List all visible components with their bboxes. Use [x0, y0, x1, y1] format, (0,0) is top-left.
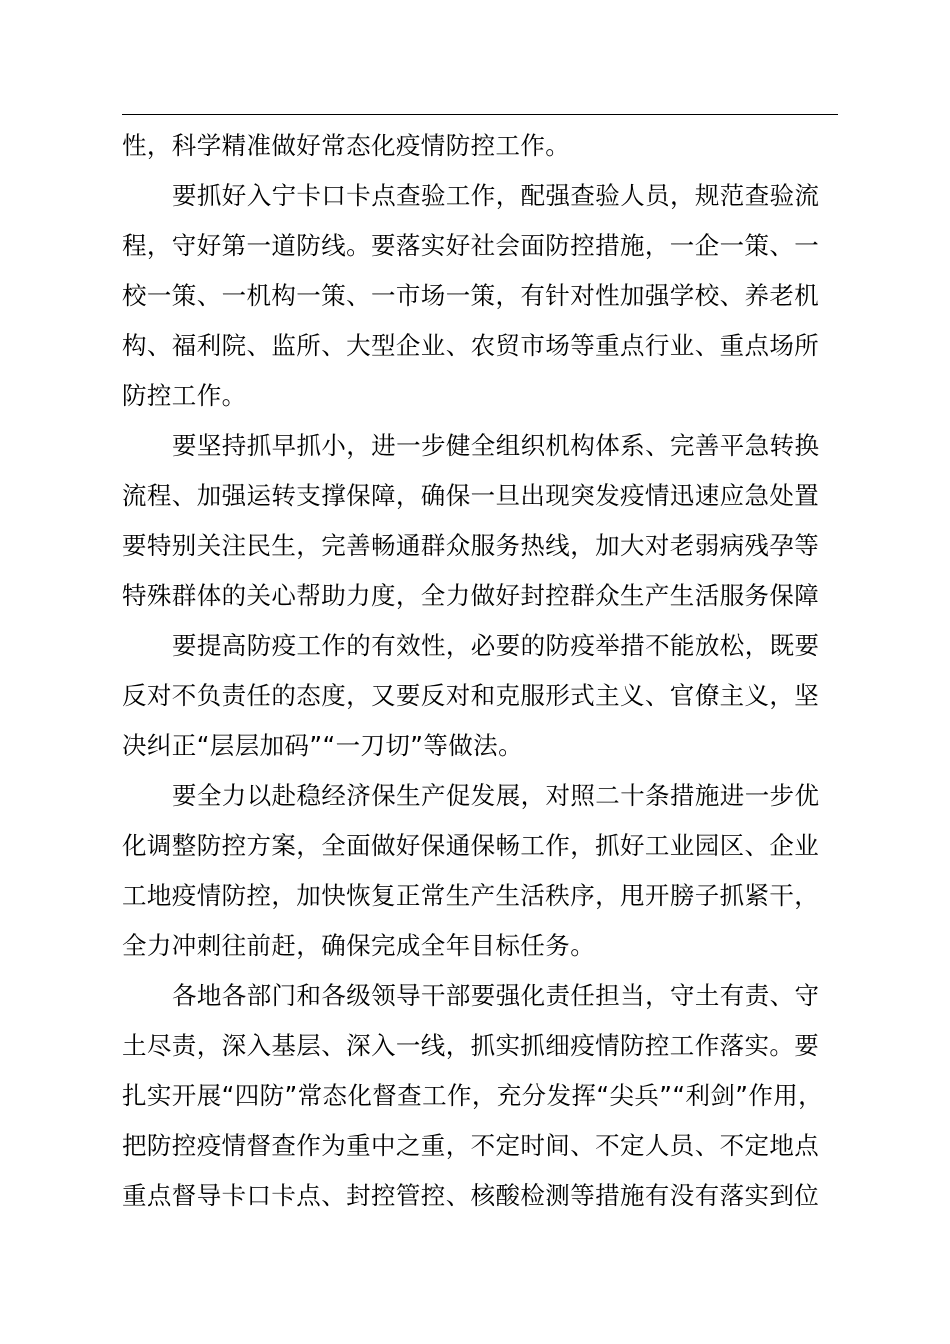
text-line: 要坚持抓早抓小，进一步健全组织机构体系、完善平急转换	[172, 431, 820, 460]
text-line: 反对不负责任的态度，又要反对和克服形式主义、官僚主义，坚	[122, 681, 820, 710]
text-line: 流程、加强运转支撑保障，确保一旦出现突发疫情迅速应急处置	[122, 481, 820, 510]
text-line: 校一策、一机构一策、一市场一策，有针对性加强学校、养老机	[122, 281, 820, 310]
text-line: 要提高防疫工作的有效性，必要的防疫举措不能放松，既要	[172, 631, 820, 660]
text-line: 防控工作。	[122, 381, 247, 410]
text-line: 把防控疫情督查作为重中之重，不定时间、不定人员、不定地点	[122, 1131, 820, 1160]
header-rule	[122, 114, 838, 115]
text-line: 扎实开展“四防”常态化督查工作，充分发挥“尖兵”“利剑”作用，	[122, 1081, 824, 1110]
text-line: 要特别关注民生，完善畅通群众服务热线，加大对老弱病残孕等	[122, 531, 820, 560]
text-line: 要全力以赴稳经济保生产促发展，对照二十条措施进一步优	[172, 781, 820, 810]
text-line: 全力冲刺往前赶，确保完成全年目标任务。	[122, 931, 596, 960]
text-line: 决纠正“层层加码”“一刀切”等做法。	[122, 731, 523, 760]
text-line: 构、福利院、监所、大型企业、农贸市场等重点行业、重点场所	[122, 331, 820, 360]
text-line: 土尽责，深入基层、深入一线，抓实抓细疫情防控工作落实。要	[122, 1031, 820, 1060]
text-line: 性，科学精准做好常态化疫情防控工作。	[122, 131, 571, 160]
text-line: 程，守好第一道防线。要落实好社会面防控措施，一企一策、一	[122, 231, 820, 260]
text-line: 要抓好入宁卡口卡点查验工作，配强查验人员，规范查验流	[172, 181, 820, 210]
text-line: 特殊群体的关心帮助力度，全力做好封控群众生产生活服务保障	[122, 581, 820, 610]
body-text	[122, 121, 842, 1221]
text-line: 化调整防控方案，全面做好保通保畅工作，抓好工业园区、企业	[122, 831, 820, 860]
text-line: 工地疫情防控，加快恢复正常生产生活秩序，甩开膀子抓紧干，	[122, 881, 820, 910]
text-line: 各地各部门和各级领导干部要强化责任担当，守土有责、守	[172, 981, 820, 1010]
text-line: 重点督导卡口卡点、封控管控、核酸检测等措施有没有落实到位	[122, 1181, 820, 1210]
